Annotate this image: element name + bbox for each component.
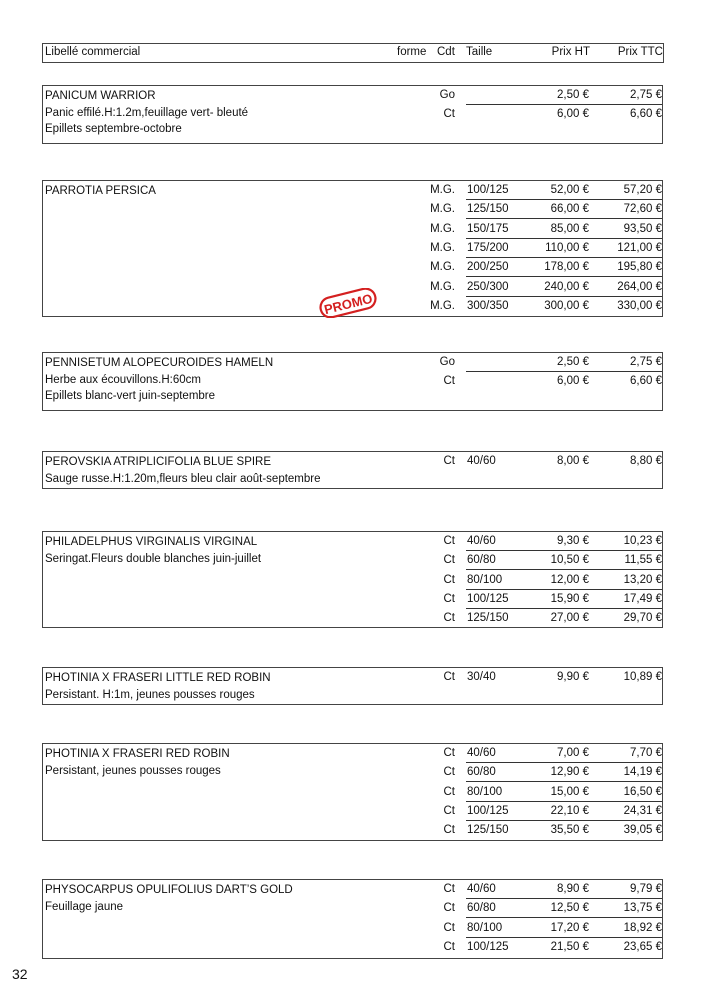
prix-ht: 22,10 € [550, 804, 589, 817]
prix-ttc: 13,75 € [623, 902, 662, 915]
cdt: Ct [443, 375, 455, 387]
prix-ttc: 264,00 € [617, 280, 662, 293]
header-taille: Taille [466, 46, 493, 58]
prix-ttc: 6,60 € [630, 375, 662, 387]
cdt: M.G. [430, 203, 455, 216]
prix-ttc: 13,20 € [623, 573, 662, 586]
taille: 60/80 [467, 554, 496, 567]
product-desc: Epillets septembre-octobre [45, 123, 182, 135]
cdt: M.G. [430, 222, 455, 235]
prix-ttc: 23,65 € [623, 940, 662, 953]
promo-stamp-icon [316, 288, 380, 318]
taille: 300/350 [467, 299, 509, 312]
cdt: Ct [443, 747, 455, 759]
prix-ttc: 57,20 € [623, 184, 662, 196]
prix-ht: 6,00 € [557, 108, 589, 120]
prix-ttc: 18,92 € [623, 921, 662, 934]
taille: 100/125 [467, 940, 509, 953]
prix-ht: 12,50 € [550, 902, 589, 915]
product-desc: Persistant, jeunes pousses rouges [45, 764, 221, 777]
product-block [42, 85, 663, 144]
cdt: Ct [443, 921, 455, 934]
prix-ttc: 2,75 € [630, 89, 662, 101]
cdt: Ct [443, 766, 455, 779]
prix-ht: 12,00 € [550, 573, 589, 586]
product-name: PHOTINIA X FRASERI RED ROBIN [45, 748, 230, 760]
prix-ht: 7,00 € [557, 747, 589, 759]
taille: 40/60 [467, 747, 496, 759]
product-desc: Epillets blanc-vert juin-septembre [45, 390, 216, 402]
prix-ttc: 93,50 € [623, 222, 662, 235]
prix-ttc: 16,50 € [623, 785, 662, 798]
taille: 30/40 [467, 671, 496, 683]
header-prix-ttc: Prix TTC [617, 46, 663, 58]
prix-ht: 300,00 € [544, 299, 589, 312]
cdt: Ct [443, 902, 455, 915]
prix-ttc: 7,70 € [630, 747, 662, 759]
prix-ht: 12,90 € [550, 766, 589, 779]
prix-ht: 52,00 € [550, 184, 589, 196]
prix-ttc: 6,60 € [630, 108, 662, 120]
cdt: M.G. [430, 280, 455, 293]
taille: 100/125 [467, 184, 509, 196]
cdt: Ct [443, 535, 455, 547]
header-prix-ht: Prix HT [551, 46, 590, 58]
cdt: Ct [443, 824, 455, 837]
product-name: PHOTINIA X FRASERI LITTLE RED ROBIN [45, 672, 271, 684]
cdt: M.G. [430, 241, 455, 254]
cdt: Ct [443, 671, 455, 683]
prix-ht: 110,00 € [545, 241, 589, 254]
prix-ht: 9,30 € [557, 535, 589, 547]
prix-ht: 15,90 € [550, 592, 589, 605]
product-name: PARROTIA PERSICA [45, 185, 156, 197]
prix-ttc: 24,31 € [623, 804, 662, 817]
prix-ht: 2,50 € [557, 89, 589, 101]
product-desc: Feuillage jaune [45, 900, 124, 913]
prix-ht: 17,20 € [550, 921, 589, 934]
cdt: Ct [443, 108, 455, 120]
product-block [42, 352, 663, 411]
prix-ht: 6,00 € [557, 375, 589, 387]
prix-ttc: 2,75 € [630, 356, 662, 368]
cdt: Go [439, 89, 455, 101]
price-row [43, 105, 662, 124]
cdt: M.G. [430, 184, 455, 196]
prix-ht: 9,90 € [557, 671, 589, 683]
header-forme: forme [397, 46, 427, 58]
cdt: M.G. [430, 261, 455, 274]
prix-ht: 85,00 € [550, 222, 589, 235]
prix-ht: 66,00 € [550, 203, 589, 216]
cdt: Ct [443, 785, 455, 798]
taille: 40/60 [467, 883, 496, 895]
taille: 60/80 [467, 766, 496, 779]
prix-ttc: 330,00 € [617, 299, 662, 312]
prix-ttc: 14,19 € [623, 766, 662, 779]
taille: 80/100 [467, 921, 503, 934]
taille: 40/60 [467, 535, 496, 547]
taille: 200/250 [467, 261, 509, 274]
product-desc: Panic effilé.H:1.2m,feuillage vert- bleuté [45, 106, 249, 119]
cdt: M.G. [430, 299, 455, 312]
product-block [42, 451, 663, 489]
price-row [43, 86, 662, 105]
prix-ttc: 121,00 € [617, 241, 662, 254]
product-name: PHILADELPHUS VIRGINALIS VIRGINAL [45, 536, 258, 548]
taille: 125/150 [467, 203, 509, 216]
prix-ht: 15,00 € [550, 785, 589, 798]
cdt: Ct [443, 554, 455, 567]
prix-ttc: 195,80 € [617, 261, 662, 274]
product-name: PHYSOCARPUS OPULIFOLIUS DART’S GOLD [45, 884, 293, 896]
taille: 125/150 [467, 824, 509, 837]
taille: 80/100 [467, 785, 503, 798]
prix-ttc: 39,05 € [623, 824, 662, 837]
prix-ht: 8,90 € [557, 883, 589, 895]
header-cdt: Cdt [437, 46, 455, 58]
cdt: Ct [443, 804, 455, 817]
product-desc: Seringat.Fleurs double blanches juin-juillet [45, 552, 262, 565]
taille: 100/125 [467, 592, 509, 605]
prix-ttc: 9,79 € [630, 883, 662, 895]
prix-ht: 35,50 € [550, 824, 589, 837]
cdt: Go [439, 356, 455, 368]
header-libelle: Libellé commercial [45, 46, 141, 58]
taille: 175/200 [467, 241, 509, 254]
prix-ttc: 10,89 € [623, 671, 662, 683]
product-block [42, 879, 663, 959]
taille: 60/80 [467, 902, 496, 915]
prix-ht: 2,50 € [557, 356, 589, 368]
page-number: 32 [12, 966, 28, 982]
product-name: PANICUM WARRIOR [45, 90, 156, 102]
taille: 125/150 [467, 612, 509, 625]
product-block [42, 743, 663, 841]
taille: 150/175 [467, 222, 509, 235]
table-header [42, 43, 664, 63]
cdt: Ct [443, 592, 455, 605]
prix-ht: 10,50 € [550, 554, 589, 567]
prix-ht: 240,00 € [544, 280, 589, 293]
cdt: Ct [443, 455, 455, 467]
product-name: PEROVSKIA ATRIPLICIFOLIA BLUE SPIRE [45, 456, 272, 468]
product-block [42, 531, 663, 628]
prix-ttc: 17,49 € [623, 592, 662, 605]
product-desc: Herbe aux écouvillons.H:60cm [45, 373, 201, 386]
cdt: Ct [443, 883, 455, 895]
cdt: Ct [443, 940, 455, 953]
prix-ttc: 72,60 € [623, 203, 662, 216]
taille: 100/125 [467, 804, 509, 817]
prix-ht: 8,00 € [557, 455, 589, 467]
cdt: Ct [443, 612, 455, 625]
prix-ht: 178,00 € [544, 261, 589, 274]
product-name: PENNISETUM ALOPECUROIDES HAMELN [45, 357, 274, 369]
prix-ttc: 11,55 € [624, 554, 662, 567]
product-desc: Persistant. H:1m, jeunes pousses rouges [45, 688, 255, 701]
prix-ht: 27,00 € [550, 612, 589, 625]
product-block [42, 667, 663, 705]
taille: 40/60 [467, 455, 496, 467]
prix-ttc: 29,70 € [623, 612, 662, 625]
taille: 250/300 [467, 280, 509, 293]
taille: 80/100 [467, 573, 503, 586]
svg-text:PROMO: PROMO [322, 290, 374, 318]
prix-ht: 21,50 € [550, 940, 589, 953]
prix-ttc: 8,80 € [630, 455, 662, 467]
product-desc: Sauge russe.H:1.20m,fleurs bleu clair août-septembre [45, 472, 321, 485]
prix-ttc: 10,23 € [623, 535, 662, 547]
cdt: Ct [443, 573, 455, 586]
